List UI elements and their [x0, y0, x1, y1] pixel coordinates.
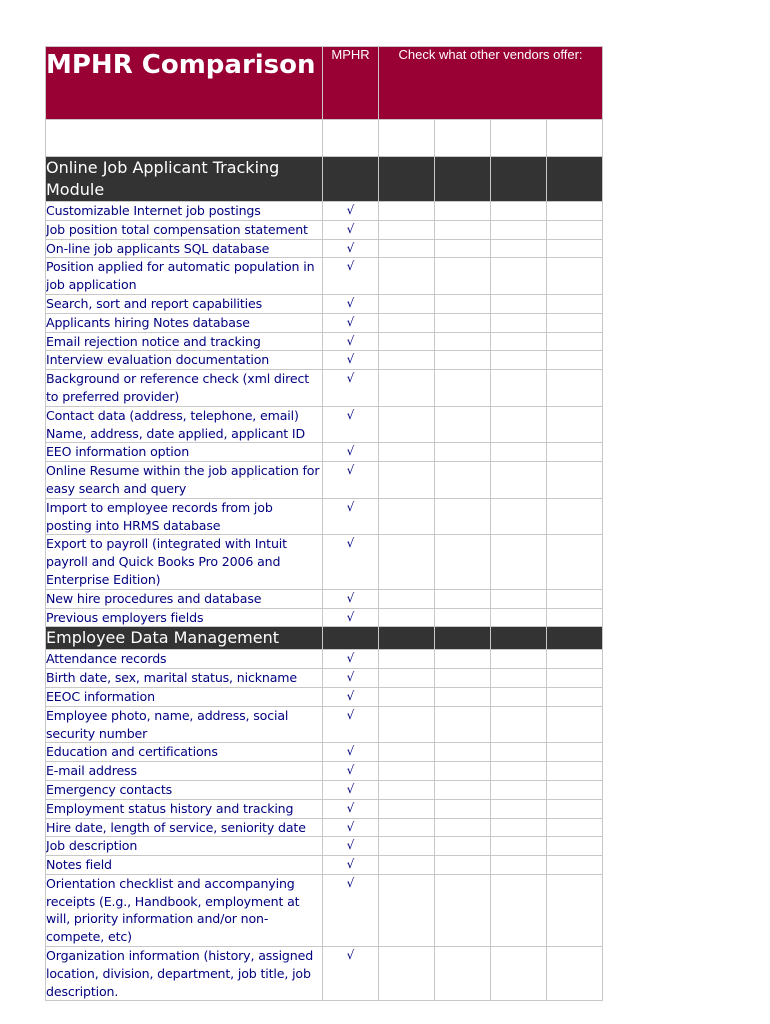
- table-row: [46, 258, 603, 295]
- vendor-check-cell[interactable]: [491, 874, 547, 946]
- vendor-check-cell[interactable]: [435, 351, 491, 370]
- vendor-check-cell[interactable]: [379, 443, 435, 462]
- feature-label: Applicants hiring Notes database: [46, 313, 323, 332]
- mphr-check-mark: √: [323, 351, 379, 370]
- vendor-check-cell[interactable]: [435, 589, 491, 608]
- vendor-check-cell[interactable]: [435, 687, 491, 706]
- vendor-check-cell[interactable]: [435, 258, 491, 295]
- table-row: [46, 406, 603, 443]
- vendor-check-cell[interactable]: [379, 856, 435, 875]
- mphr-check-mark: √: [323, 258, 379, 295]
- vendor-check-cell[interactable]: [379, 406, 435, 443]
- section-cell: [379, 157, 435, 202]
- vendor-check-cell[interactable]: [435, 443, 491, 462]
- header-row: [46, 47, 603, 120]
- vendor-check-cell[interactable]: [547, 498, 603, 535]
- vendor-check-cell[interactable]: [491, 650, 547, 669]
- section-title: Online Job Applicant Tracking Module: [46, 157, 323, 202]
- vendor-check-cell[interactable]: [435, 818, 491, 837]
- vendor-check-cell[interactable]: [379, 650, 435, 669]
- vendor-check-cell[interactable]: [379, 498, 435, 535]
- table-row: [46, 856, 603, 875]
- vendor-check-cell[interactable]: [435, 799, 491, 818]
- vendor-check-cell[interactable]: [379, 799, 435, 818]
- table-row: [46, 799, 603, 818]
- vendor-check-cell[interactable]: [379, 220, 435, 239]
- vendor-check-cell[interactable]: [491, 780, 547, 799]
- vendor-check-cell[interactable]: [435, 294, 491, 313]
- section-cell: [379, 627, 435, 650]
- table-row: [46, 743, 603, 762]
- vendor-check-cell[interactable]: [435, 535, 491, 589]
- vendor-check-cell[interactable]: [491, 294, 547, 313]
- feature-label: Contact data (address, telephone, email) Name, address, date applied, applicant ID: [46, 406, 323, 443]
- mphr-check-mark: √: [323, 589, 379, 608]
- vendor-check-cell[interactable]: [435, 370, 491, 407]
- vendor-check-cell[interactable]: [435, 762, 491, 781]
- vendor-check-cell[interactable]: [379, 818, 435, 837]
- vendor-check-cell[interactable]: [547, 874, 603, 946]
- table-row: [46, 650, 603, 669]
- section-cell: [435, 157, 491, 202]
- vendor-check-cell[interactable]: [435, 856, 491, 875]
- table-row: [46, 818, 603, 837]
- mphr-check-mark: √: [323, 462, 379, 499]
- vendor-check-cell[interactable]: [491, 498, 547, 535]
- feature-label: E-mail address: [46, 762, 323, 781]
- mphr-check-mark: √: [323, 818, 379, 837]
- mphr-check-mark: √: [323, 762, 379, 781]
- vendor-check-cell[interactable]: [491, 239, 547, 258]
- vendor-check-cell[interactable]: [379, 874, 435, 946]
- section-cell: [491, 157, 547, 202]
- vendor-check-cell[interactable]: [435, 874, 491, 946]
- mphr-check-mark: √: [323, 313, 379, 332]
- vendor-check-cell[interactable]: [435, 498, 491, 535]
- table-row: [46, 837, 603, 856]
- feature-label: Previous employers fields: [46, 608, 323, 627]
- mphr-check-mark: √: [323, 837, 379, 856]
- vendor-check-cell[interactable]: [547, 202, 603, 221]
- vendor-check-cell[interactable]: [491, 856, 547, 875]
- table-row: [46, 202, 603, 221]
- mphr-check-mark: √: [323, 799, 379, 818]
- vendor-check-cell[interactable]: [435, 706, 491, 743]
- vendor-check-cell[interactable]: [547, 443, 603, 462]
- vendor-check-cell[interactable]: [435, 332, 491, 351]
- feature-label: Job description: [46, 837, 323, 856]
- table-row: [46, 462, 603, 499]
- table-row: [46, 443, 603, 462]
- vendor-check-cell[interactable]: [435, 220, 491, 239]
- vendor-check-cell[interactable]: [379, 313, 435, 332]
- table-row: [46, 351, 603, 370]
- section-cell: [547, 627, 603, 650]
- vendor-check-cell[interactable]: [547, 370, 603, 407]
- mphr-check-mark: √: [323, 874, 379, 946]
- vendor-check-cell[interactable]: [491, 258, 547, 295]
- vendor-check-cell[interactable]: [379, 239, 435, 258]
- vendor-check-cell[interactable]: [435, 406, 491, 443]
- feature-label: On-line job applicants SQL database: [46, 239, 323, 258]
- table-row: [46, 780, 603, 799]
- vendor-check-cell[interactable]: [547, 258, 603, 295]
- mphr-check-mark: √: [323, 498, 379, 535]
- mphr-check-mark: √: [323, 669, 379, 688]
- feature-label: Interview evaluation documentation: [46, 351, 323, 370]
- spacer-row: [46, 120, 603, 157]
- mphr-check-mark: √: [323, 706, 379, 743]
- mphr-check-mark: √: [323, 650, 379, 669]
- vendor-check-cell[interactable]: [547, 462, 603, 499]
- vendor-check-cell[interactable]: [435, 202, 491, 221]
- feature-label: Attendance records: [46, 650, 323, 669]
- vendor-check-cell[interactable]: [379, 294, 435, 313]
- table-row: [46, 535, 603, 589]
- feature-label: Emergency contacts: [46, 780, 323, 799]
- vendor-check-cell[interactable]: [547, 589, 603, 608]
- mphr-check-mark: √: [323, 202, 379, 221]
- vendor-check-cell[interactable]: [379, 370, 435, 407]
- vendor-check-cell[interactable]: [379, 202, 435, 221]
- vendor-check-cell[interactable]: [491, 462, 547, 499]
- vendor-check-cell[interactable]: [547, 856, 603, 875]
- vendor-check-cell[interactable]: [379, 589, 435, 608]
- vendor-check-cell[interactable]: [547, 706, 603, 743]
- mphr-check-mark: √: [323, 856, 379, 875]
- section-cell: [547, 157, 603, 202]
- vendor-check-cell[interactable]: [547, 351, 603, 370]
- table-row: [46, 669, 603, 688]
- page-title: MPHR Comparison: [46, 47, 323, 120]
- vendor-check-cell[interactable]: [491, 220, 547, 239]
- table-row: [46, 498, 603, 535]
- vendor-check-cell[interactable]: [547, 762, 603, 781]
- vendor-check-cell[interactable]: [491, 947, 547, 1001]
- comparison-table: [45, 46, 603, 1001]
- vendor-check-cell[interactable]: [547, 406, 603, 443]
- vendor-check-cell[interactable]: [435, 462, 491, 499]
- section-cell: [323, 157, 379, 202]
- table-row: [46, 608, 603, 627]
- table-row: [46, 589, 603, 608]
- mphr-check-mark: √: [323, 780, 379, 799]
- feature-label: Education and certifications: [46, 743, 323, 762]
- vendor-check-cell[interactable]: [491, 370, 547, 407]
- mphr-check-mark: √: [323, 332, 379, 351]
- mphr-check-mark: √: [323, 294, 379, 313]
- section-cell: [435, 627, 491, 650]
- vendor-check-cell[interactable]: [547, 239, 603, 258]
- vendor-check-cell[interactable]: [435, 780, 491, 799]
- mphr-check-mark: √: [323, 443, 379, 462]
- feature-label: Search, sort and report capabilities: [46, 294, 323, 313]
- table-row: [46, 239, 603, 258]
- vendor-check-cell[interactable]: [491, 687, 547, 706]
- mphr-check-mark: √: [323, 743, 379, 762]
- table-row: [46, 220, 603, 239]
- feature-label: Hire date, length of service, seniority date: [46, 818, 323, 837]
- mphr-check-mark: √: [323, 370, 379, 407]
- feature-label: Notes field: [46, 856, 323, 875]
- table-row: [46, 706, 603, 743]
- vendor-check-cell[interactable]: [379, 762, 435, 781]
- table-row: [46, 370, 603, 407]
- vendor-check-cell[interactable]: [491, 313, 547, 332]
- mphr-column-header: MPHR: [323, 47, 379, 120]
- vendor-check-cell[interactable]: [491, 332, 547, 351]
- feature-label: EEO information option: [46, 443, 323, 462]
- vendor-check-cell[interactable]: [547, 332, 603, 351]
- section-cell: [491, 627, 547, 650]
- vendor-check-cell[interactable]: [547, 687, 603, 706]
- vendor-check-cell[interactable]: [435, 837, 491, 856]
- vendor-check-cell[interactable]: [547, 799, 603, 818]
- vendor-check-cell[interactable]: [379, 669, 435, 688]
- feature-label: Birth date, sex, marital status, nickname: [46, 669, 323, 688]
- feature-label: Organization information (history, assigned location, division, department, job title, job description.: [46, 947, 323, 1001]
- section-header-row: [46, 157, 603, 202]
- vendor-check-cell[interactable]: [547, 220, 603, 239]
- feature-label: Online Resume within the job application for easy search and query: [46, 462, 323, 499]
- feature-label: Export to payroll (integrated with Intuit payroll and Quick Books Pro 2006 and Enterprise Edition): [46, 535, 323, 589]
- vendor-check-cell[interactable]: [379, 258, 435, 295]
- table-row: [46, 294, 603, 313]
- vendor-check-cell[interactable]: [547, 669, 603, 688]
- vendor-check-cell[interactable]: [491, 589, 547, 608]
- table-row: [46, 762, 603, 781]
- mphr-check-mark: √: [323, 608, 379, 627]
- vendor-check-cell[interactable]: [379, 608, 435, 627]
- mphr-check-mark: √: [323, 687, 379, 706]
- vendor-check-cell[interactable]: [547, 837, 603, 856]
- vendor-check-cell[interactable]: [379, 947, 435, 1001]
- vendor-check-cell[interactable]: [379, 706, 435, 743]
- feature-label: Position applied for automatic population in job application: [46, 258, 323, 295]
- vendor-check-cell[interactable]: [435, 608, 491, 627]
- vendor-check-cell[interactable]: [379, 351, 435, 370]
- mphr-check-mark: √: [323, 947, 379, 1001]
- vendor-check-cell[interactable]: [435, 650, 491, 669]
- vendor-check-cell[interactable]: [547, 294, 603, 313]
- vendor-check-cell[interactable]: [435, 669, 491, 688]
- mphr-check-mark: √: [323, 239, 379, 258]
- table-row: [46, 687, 603, 706]
- vendor-check-cell[interactable]: [435, 947, 491, 1001]
- feature-label: Background or reference check (xml direct to preferred provider): [46, 370, 323, 407]
- section-header-row: [46, 627, 603, 650]
- section-cell: [323, 627, 379, 650]
- vendor-check-cell[interactable]: [491, 669, 547, 688]
- vendor-check-cell[interactable]: [491, 202, 547, 221]
- feature-label: EEOC information: [46, 687, 323, 706]
- vendor-check-cell[interactable]: [491, 706, 547, 743]
- feature-label: Employee photo, name, address, social security number: [46, 706, 323, 743]
- vendor-check-cell[interactable]: [491, 351, 547, 370]
- vendor-check-cell[interactable]: [435, 743, 491, 762]
- vendor-check-cell[interactable]: [379, 462, 435, 499]
- vendor-check-cell[interactable]: [491, 608, 547, 627]
- vendor-check-cell[interactable]: [491, 443, 547, 462]
- vendor-check-cell[interactable]: [491, 818, 547, 837]
- feature-label: Employment status history and tracking: [46, 799, 323, 818]
- vendor-check-cell[interactable]: [547, 743, 603, 762]
- vendor-check-cell[interactable]: [491, 837, 547, 856]
- vendor-check-cell[interactable]: [379, 837, 435, 856]
- feature-label: New hire procedures and database: [46, 589, 323, 608]
- table-row: [46, 332, 603, 351]
- vendor-check-cell[interactable]: [491, 406, 547, 443]
- vendor-check-cell[interactable]: [491, 743, 547, 762]
- vendor-check-cell[interactable]: [491, 799, 547, 818]
- vendor-check-cell[interactable]: [547, 535, 603, 589]
- vendor-check-cell[interactable]: [379, 687, 435, 706]
- vendor-check-cell[interactable]: [491, 535, 547, 589]
- vendor-check-cell[interactable]: [547, 780, 603, 799]
- feature-label: Job position total compensation statement: [46, 220, 323, 239]
- feature-label: Orientation checklist and accompanying receipts (E.g., Handbook, employment at will, priority information and/or non-compete, etc): [46, 874, 323, 946]
- vendors-column-header: Check what other vendors offer:: [379, 47, 603, 120]
- vendor-check-cell[interactable]: [379, 780, 435, 799]
- vendor-check-cell[interactable]: [379, 332, 435, 351]
- section-title: Employee Data Management: [46, 627, 323, 650]
- vendor-check-cell[interactable]: [379, 743, 435, 762]
- vendor-check-cell[interactable]: [491, 762, 547, 781]
- mphr-check-mark: √: [323, 406, 379, 443]
- vendor-check-cell[interactable]: [547, 650, 603, 669]
- vendor-check-cell[interactable]: [547, 608, 603, 627]
- mphr-check-mark: √: [323, 220, 379, 239]
- vendor-check-cell[interactable]: [379, 535, 435, 589]
- mphr-check-mark: √: [323, 535, 379, 589]
- vendor-check-cell[interactable]: [435, 313, 491, 332]
- vendor-check-cell[interactable]: [547, 313, 603, 332]
- vendor-check-cell[interactable]: [435, 239, 491, 258]
- vendor-check-cell[interactable]: [547, 947, 603, 1001]
- feature-label: Email rejection notice and tracking: [46, 332, 323, 351]
- feature-label: Customizable Internet job postings: [46, 202, 323, 221]
- vendor-check-cell[interactable]: [547, 818, 603, 837]
- table-row: [46, 947, 603, 1001]
- table-row: [46, 313, 603, 332]
- feature-label: Import to employee records from job posting into HRMS database: [46, 498, 323, 535]
- table-row: [46, 874, 603, 946]
